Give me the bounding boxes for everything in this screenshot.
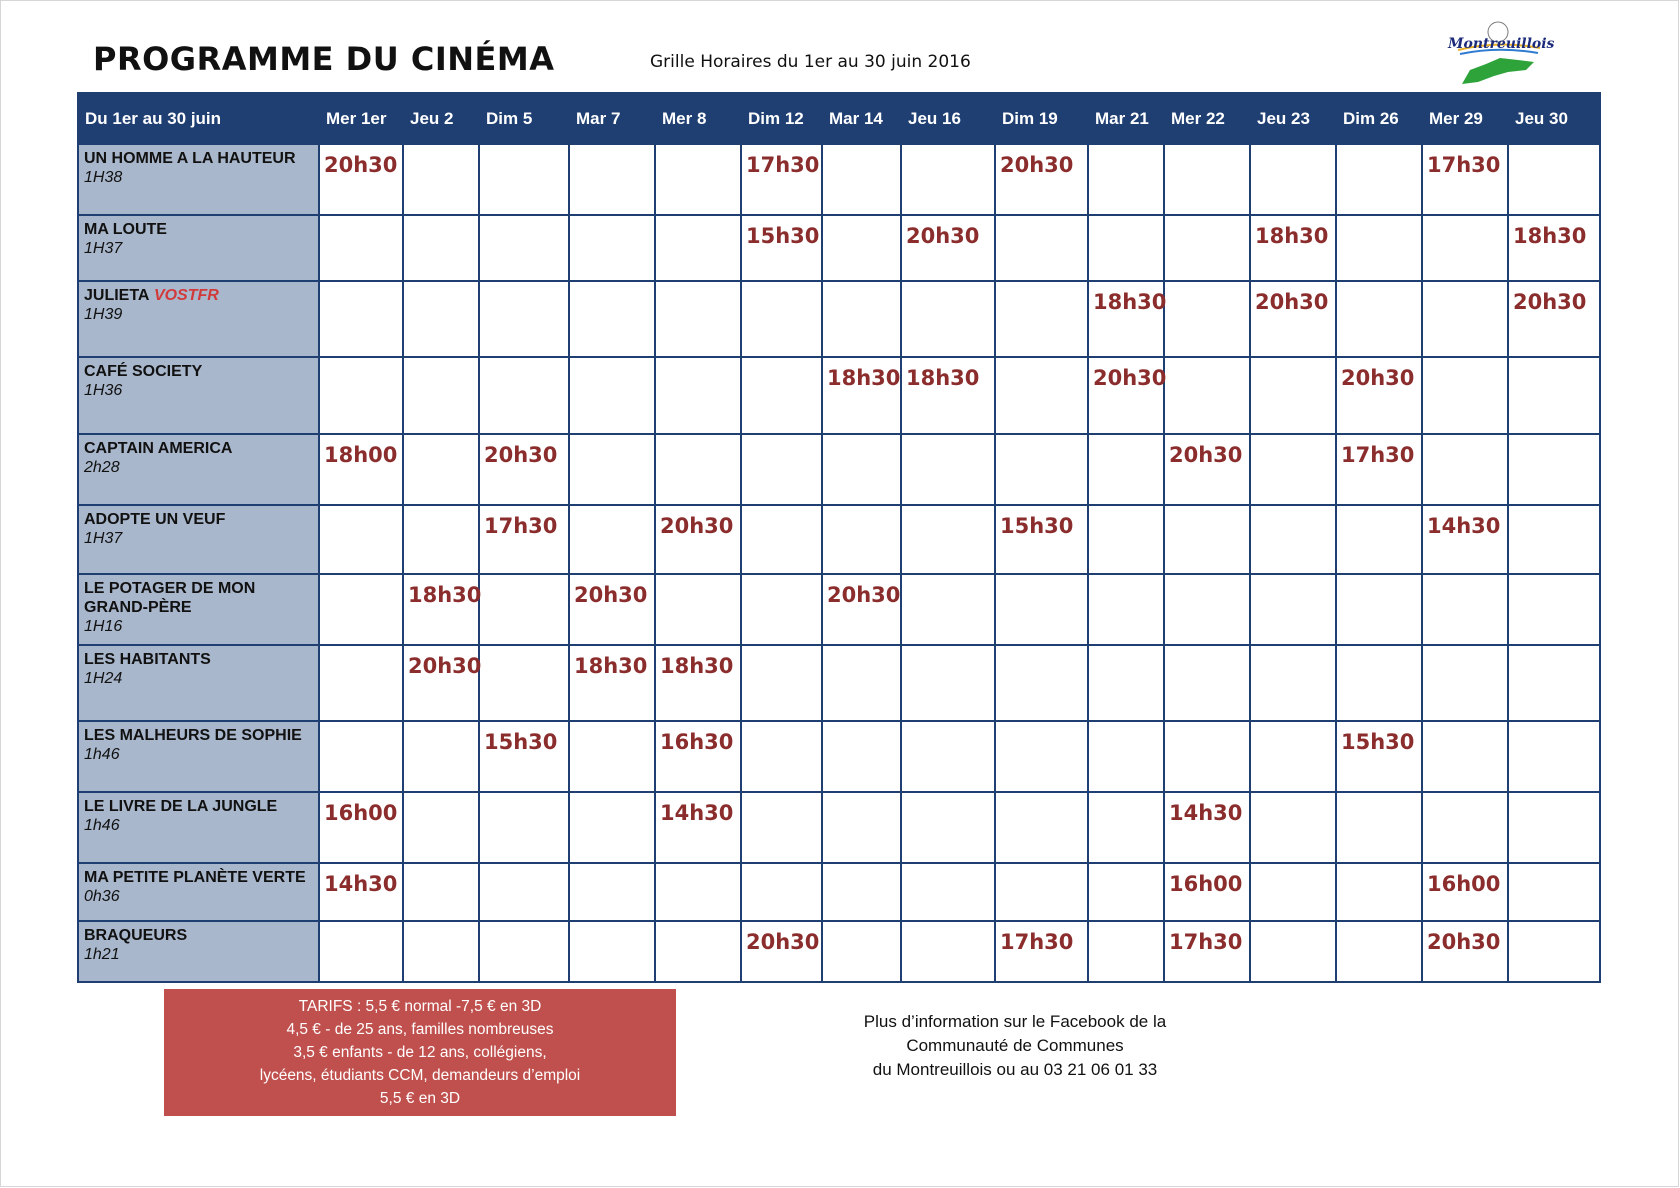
showtime-cell bbox=[569, 215, 655, 281]
film-duration: 1h21 bbox=[84, 946, 120, 963]
showtime-cell bbox=[1164, 215, 1250, 281]
corner-label: Du 1er au 30 juin bbox=[78, 93, 319, 144]
film-title: JULIETA bbox=[84, 287, 150, 304]
showtime-cell bbox=[479, 921, 569, 982]
showtime-cell bbox=[403, 215, 479, 281]
showtime-cell bbox=[569, 721, 655, 792]
showtime-cell bbox=[1508, 357, 1600, 434]
showtime-cell bbox=[655, 434, 741, 505]
showtime-cell bbox=[741, 281, 822, 357]
film-cell bbox=[78, 215, 319, 281]
showtime-cell: 20h30 bbox=[319, 144, 403, 215]
showtime-cell bbox=[1250, 792, 1336, 863]
film-duration: 1H38 bbox=[84, 169, 123, 186]
showtime-cell: 18h30 bbox=[403, 574, 479, 645]
showtime-cell bbox=[995, 434, 1088, 505]
showtime-cell bbox=[741, 574, 822, 645]
info-line: Plus d’information sur le Facebook de la bbox=[863, 1012, 1167, 1031]
film-row bbox=[78, 721, 1600, 792]
showtime-cell bbox=[1088, 434, 1164, 505]
showtime-cell bbox=[995, 215, 1088, 281]
day-header: Dim 26 bbox=[1336, 93, 1422, 144]
day-header: Mar 7 bbox=[569, 93, 655, 144]
showtime-cell bbox=[319, 645, 403, 721]
showtime-cell bbox=[569, 357, 655, 434]
showtime-cell bbox=[569, 505, 655, 574]
showtime-cell bbox=[822, 921, 901, 982]
showtime-cell bbox=[403, 505, 479, 574]
showtime-cell bbox=[822, 505, 901, 574]
film-title: LE LIVRE DE LA JUNGLE bbox=[84, 798, 278, 815]
day-header: Dim 12 bbox=[741, 93, 822, 144]
showtime-cell: 16h00 bbox=[1164, 863, 1250, 921]
showtime-cell bbox=[1250, 645, 1336, 721]
film-duration: 1H37 bbox=[84, 530, 123, 547]
day-header: Mer 29 bbox=[1422, 93, 1508, 144]
showtime-cell bbox=[1422, 574, 1508, 645]
showtime-cell bbox=[1088, 505, 1164, 574]
showtime-cell bbox=[655, 863, 741, 921]
showtime-cell bbox=[1250, 434, 1336, 505]
showtime-cell bbox=[1250, 574, 1336, 645]
showtime-cell bbox=[1250, 357, 1336, 434]
showtime-cell: 15h30 bbox=[741, 215, 822, 281]
film-row bbox=[78, 357, 1600, 434]
showtime-cell: 20h30 bbox=[1336, 357, 1422, 434]
showtime-cell bbox=[1336, 863, 1422, 921]
showtime-cell bbox=[822, 144, 901, 215]
showtime-cell: 18h30 bbox=[901, 357, 995, 434]
showtime-cell bbox=[1336, 574, 1422, 645]
film-cell bbox=[78, 434, 319, 505]
showtime-cell bbox=[1088, 645, 1164, 721]
showtime-cell bbox=[995, 281, 1088, 357]
film-row bbox=[78, 574, 1600, 645]
tarif-line: 4,5 € - de 25 ans, familles nombreuses bbox=[286, 1021, 554, 1038]
film-duration: 1H36 bbox=[84, 382, 123, 399]
film-title: LES MALHEURS DE SOPHIE bbox=[84, 727, 302, 744]
showtime-cell bbox=[1088, 921, 1164, 982]
film-cell bbox=[78, 281, 319, 357]
showtime-cell bbox=[901, 721, 995, 792]
showtime-cell: 18h30 bbox=[1088, 281, 1164, 357]
showtime-cell bbox=[1250, 863, 1336, 921]
showtime-cell bbox=[1508, 574, 1600, 645]
showtime-cell bbox=[1422, 721, 1508, 792]
showtime-cell bbox=[822, 215, 901, 281]
showtime-cell bbox=[1422, 434, 1508, 505]
showtime-cell bbox=[1088, 792, 1164, 863]
showtime-cell bbox=[655, 144, 741, 215]
showtime-cell bbox=[1164, 574, 1250, 645]
tarif-line: TARIFS : 5,5 € normal -7,5 € en 3D bbox=[298, 998, 542, 1015]
film-title: BRAQUEURS bbox=[84, 927, 188, 944]
showtime-cell bbox=[1508, 144, 1600, 215]
showtime-cell bbox=[403, 792, 479, 863]
showtime-cell: 20h30 bbox=[655, 505, 741, 574]
showtime-cell: 17h30 bbox=[1164, 921, 1250, 982]
showtime-cell bbox=[1422, 281, 1508, 357]
film-row bbox=[78, 921, 1600, 982]
showtime-cell bbox=[319, 574, 403, 645]
showtime-cell: 20h30 bbox=[479, 434, 569, 505]
logo-map-icon bbox=[1448, 18, 1555, 90]
film-duration: 1h46 bbox=[84, 817, 120, 834]
showtime-cell: 18h30 bbox=[822, 357, 901, 434]
showtime-cell bbox=[403, 144, 479, 215]
tarif-line: 3,5 € enfants - de 12 ans, collégiens, bbox=[293, 1044, 547, 1061]
showtime-cell bbox=[741, 434, 822, 505]
showtime-cell: 20h30 bbox=[1508, 281, 1600, 357]
showtime-cell bbox=[741, 721, 822, 792]
page-title: PROGRAMME DU CINÉMA bbox=[93, 40, 555, 78]
showtime-cell bbox=[822, 281, 901, 357]
showtime-cell bbox=[901, 921, 995, 982]
showtime-cell bbox=[1508, 863, 1600, 921]
showtime-cell bbox=[1164, 721, 1250, 792]
film-cell bbox=[78, 574, 319, 645]
showtime-cell bbox=[403, 921, 479, 982]
showtime-cell bbox=[319, 357, 403, 434]
showtime-cell: 20h30 bbox=[901, 215, 995, 281]
showtime-cell bbox=[822, 863, 901, 921]
film-title: ADOPTE UN VEUF bbox=[84, 511, 226, 528]
showtime-cell bbox=[1508, 645, 1600, 721]
film-row bbox=[78, 505, 1600, 574]
showtime-cell bbox=[569, 921, 655, 982]
showtime-cell bbox=[403, 357, 479, 434]
showtime-cell bbox=[741, 863, 822, 921]
showtime-cell bbox=[479, 863, 569, 921]
showtime-cell bbox=[1508, 921, 1600, 982]
showtime-cell: 14h30 bbox=[319, 863, 403, 921]
showtime-cell bbox=[1164, 505, 1250, 574]
film-version-tag: VOSTFR bbox=[153, 287, 219, 304]
showtime-cell: 16h00 bbox=[1422, 863, 1508, 921]
info-line: Communauté de Communes bbox=[906, 1036, 1124, 1055]
showtime-cell: 20h30 bbox=[1250, 281, 1336, 357]
film-row bbox=[78, 281, 1600, 357]
day-header: Dim 5 bbox=[479, 93, 569, 144]
showtime-cell bbox=[1336, 792, 1422, 863]
showtime-cell bbox=[995, 721, 1088, 792]
showtime-cell: 20h30 bbox=[741, 921, 822, 982]
showtime-cell bbox=[741, 792, 822, 863]
film-cell bbox=[78, 357, 319, 434]
showtime-cell: 17h30 bbox=[1422, 144, 1508, 215]
day-header: Jeu 23 bbox=[1250, 93, 1336, 144]
film-row bbox=[78, 215, 1600, 281]
showtime-cell bbox=[1088, 574, 1164, 645]
showtime-cell bbox=[479, 144, 569, 215]
day-header: Mer 8 bbox=[655, 93, 741, 144]
showtime-cell bbox=[1422, 645, 1508, 721]
showtime-cell bbox=[655, 921, 741, 982]
showtime-cell bbox=[822, 792, 901, 863]
showtime-cell: 20h30 bbox=[822, 574, 901, 645]
showtime-cell bbox=[1336, 505, 1422, 574]
film-title: LES HABITANTS bbox=[84, 651, 211, 668]
day-header: Mer 22 bbox=[1164, 93, 1250, 144]
showtime-cell bbox=[822, 434, 901, 505]
film-title: MA PETITE PLANÈTE VERTE bbox=[84, 869, 306, 886]
showtime-cell bbox=[901, 144, 995, 215]
tarif-line: 5,5 € en 3D bbox=[379, 1090, 461, 1107]
film-duration: 0h36 bbox=[84, 888, 120, 905]
showtime-cell bbox=[1336, 281, 1422, 357]
showtime-cell: 20h30 bbox=[1088, 357, 1164, 434]
film-duration: 1H24 bbox=[84, 670, 123, 687]
day-header: Mar 21 bbox=[1088, 93, 1164, 144]
showtime-cell bbox=[403, 434, 479, 505]
showtime-cell: 20h30 bbox=[995, 144, 1088, 215]
showtime-cell bbox=[1336, 921, 1422, 982]
showtime-cell bbox=[901, 505, 995, 574]
showtime-cell bbox=[1336, 144, 1422, 215]
showtime-cell bbox=[1422, 792, 1508, 863]
showtime-cell bbox=[479, 215, 569, 281]
showtime-cell: 18h00 bbox=[319, 434, 403, 505]
showtime-cell: 14h30 bbox=[1422, 505, 1508, 574]
showtime-cell bbox=[741, 645, 822, 721]
showtime-cell: 17h30 bbox=[479, 505, 569, 574]
showtime-cell bbox=[901, 434, 995, 505]
showtime-cell bbox=[995, 574, 1088, 645]
showtime-cell bbox=[1336, 645, 1422, 721]
film-title: MA LOUTE bbox=[84, 221, 167, 238]
showtime-cell: 14h30 bbox=[1164, 792, 1250, 863]
showtime-cell bbox=[1250, 144, 1336, 215]
showtime-cell: 18h30 bbox=[655, 645, 741, 721]
showtime-cell bbox=[569, 281, 655, 357]
showtime-cell bbox=[479, 574, 569, 645]
showtime-cell bbox=[479, 645, 569, 721]
tarif-line: lycéens, étudiants CCM, demandeurs d’emploi bbox=[259, 1067, 581, 1084]
film-cell bbox=[78, 505, 319, 574]
film-row bbox=[78, 792, 1600, 863]
info-line: du Montreuillois ou au 03 21 06 01 33 bbox=[872, 1060, 1158, 1079]
showtime-cell: 18h30 bbox=[1250, 215, 1336, 281]
showtime-cell: 15h30 bbox=[995, 505, 1088, 574]
film-row bbox=[78, 645, 1600, 721]
showtime-cell bbox=[655, 215, 741, 281]
showtime-cell bbox=[1088, 215, 1164, 281]
showtime-cell bbox=[1250, 721, 1336, 792]
showtime-cell bbox=[319, 721, 403, 792]
film-row bbox=[78, 434, 1600, 505]
showtime-cell bbox=[901, 281, 995, 357]
day-header: Dim 19 bbox=[995, 93, 1088, 144]
showtime-cell bbox=[995, 863, 1088, 921]
showtime-cell bbox=[741, 505, 822, 574]
showtime-cell bbox=[479, 357, 569, 434]
showtime-cell bbox=[655, 574, 741, 645]
showtime-cell bbox=[1164, 281, 1250, 357]
showtime-cell bbox=[569, 144, 655, 215]
film-cell bbox=[78, 792, 319, 863]
schedule-header-row bbox=[78, 93, 1600, 144]
logo-text: Montreuillois bbox=[1448, 36, 1555, 52]
film-title: CAFÉ SOCIETY bbox=[84, 363, 203, 380]
film-duration: 1H39 bbox=[84, 306, 123, 323]
showtime-cell bbox=[569, 434, 655, 505]
showtime-cell: 18h30 bbox=[1508, 215, 1600, 281]
film-row bbox=[78, 144, 1600, 215]
showtime-cell bbox=[995, 792, 1088, 863]
showtime-cell bbox=[1088, 144, 1164, 215]
showtime-cell bbox=[655, 357, 741, 434]
showtime-cell bbox=[479, 281, 569, 357]
showtime-cell bbox=[1164, 357, 1250, 434]
schedule-table bbox=[77, 92, 1601, 983]
showtime-cell bbox=[1164, 645, 1250, 721]
showtime-cell bbox=[1164, 144, 1250, 215]
showtime-cell bbox=[1088, 863, 1164, 921]
showtime-cell bbox=[403, 281, 479, 357]
showtime-cell bbox=[1422, 357, 1508, 434]
tarifs-box bbox=[164, 989, 676, 1116]
film-duration: 1h46 bbox=[84, 746, 120, 763]
info-text bbox=[820, 1010, 1210, 1082]
showtime-cell bbox=[1088, 721, 1164, 792]
day-header: Jeu 16 bbox=[901, 93, 995, 144]
showtime-cell: 15h30 bbox=[479, 721, 569, 792]
film-title: CAPTAIN AMERICA bbox=[84, 440, 233, 457]
showtime-cell bbox=[822, 721, 901, 792]
showtime-cell bbox=[403, 863, 479, 921]
showtime-cell: 15h30 bbox=[1336, 721, 1422, 792]
showtime-cell: 20h30 bbox=[403, 645, 479, 721]
community-logo bbox=[1448, 18, 1555, 90]
showtime-cell bbox=[403, 721, 479, 792]
film-cell bbox=[78, 645, 319, 721]
showtime-cell bbox=[901, 645, 995, 721]
showtime-cell bbox=[741, 357, 822, 434]
day-header: Jeu 2 bbox=[403, 93, 479, 144]
showtime-cell bbox=[901, 792, 995, 863]
showtime-cell bbox=[569, 792, 655, 863]
showtime-cell: 14h30 bbox=[655, 792, 741, 863]
showtime-cell bbox=[995, 357, 1088, 434]
film-duration: 1H37 bbox=[84, 240, 123, 257]
film-cell bbox=[78, 863, 319, 921]
film-duration: 2h28 bbox=[84, 459, 120, 476]
showtime-cell: 20h30 bbox=[1164, 434, 1250, 505]
showtime-cell: 17h30 bbox=[1336, 434, 1422, 505]
showtime-cell bbox=[479, 792, 569, 863]
showtime-cell bbox=[1508, 505, 1600, 574]
showtime-cell: 16h00 bbox=[319, 792, 403, 863]
showtime-cell: 18h30 bbox=[569, 645, 655, 721]
day-header: Mar 14 bbox=[822, 93, 901, 144]
showtime-cell bbox=[822, 645, 901, 721]
showtime-cell bbox=[319, 281, 403, 357]
showtime-cell bbox=[1336, 215, 1422, 281]
film-title: LE POTAGER DE MON GRAND-PÈRE bbox=[84, 580, 256, 616]
showtime-cell bbox=[1508, 434, 1600, 505]
showtime-cell: 20h30 bbox=[569, 574, 655, 645]
showtime-cell: 16h30 bbox=[655, 721, 741, 792]
showtime-cell bbox=[1508, 721, 1600, 792]
film-cell bbox=[78, 721, 319, 792]
showtime-cell bbox=[1250, 505, 1336, 574]
showtime-cell: 17h30 bbox=[741, 144, 822, 215]
film-title: UN HOMME A LA HAUTEUR bbox=[84, 150, 296, 167]
showtime-cell bbox=[901, 574, 995, 645]
showtime-cell bbox=[319, 215, 403, 281]
schedule-subtitle: Grille Horaires du 1er au 30 juin 2016 bbox=[650, 52, 971, 72]
showtime-cell bbox=[901, 863, 995, 921]
showtime-cell bbox=[319, 921, 403, 982]
showtime-cell: 17h30 bbox=[995, 921, 1088, 982]
showtime-cell bbox=[1508, 792, 1600, 863]
showtime-cell bbox=[655, 281, 741, 357]
film-row bbox=[78, 863, 1600, 921]
showtime-cell bbox=[1250, 921, 1336, 982]
film-cell bbox=[78, 144, 319, 215]
showtime-cell bbox=[319, 505, 403, 574]
showtime-cell: 20h30 bbox=[1422, 921, 1508, 982]
showtime-cell bbox=[569, 863, 655, 921]
day-header: Mer 1er bbox=[319, 93, 403, 144]
film-duration: 1H16 bbox=[84, 618, 123, 635]
day-header: Jeu 30 bbox=[1508, 93, 1600, 144]
showtime-cell bbox=[1422, 215, 1508, 281]
showtime-cell bbox=[995, 645, 1088, 721]
film-cell bbox=[78, 921, 319, 982]
